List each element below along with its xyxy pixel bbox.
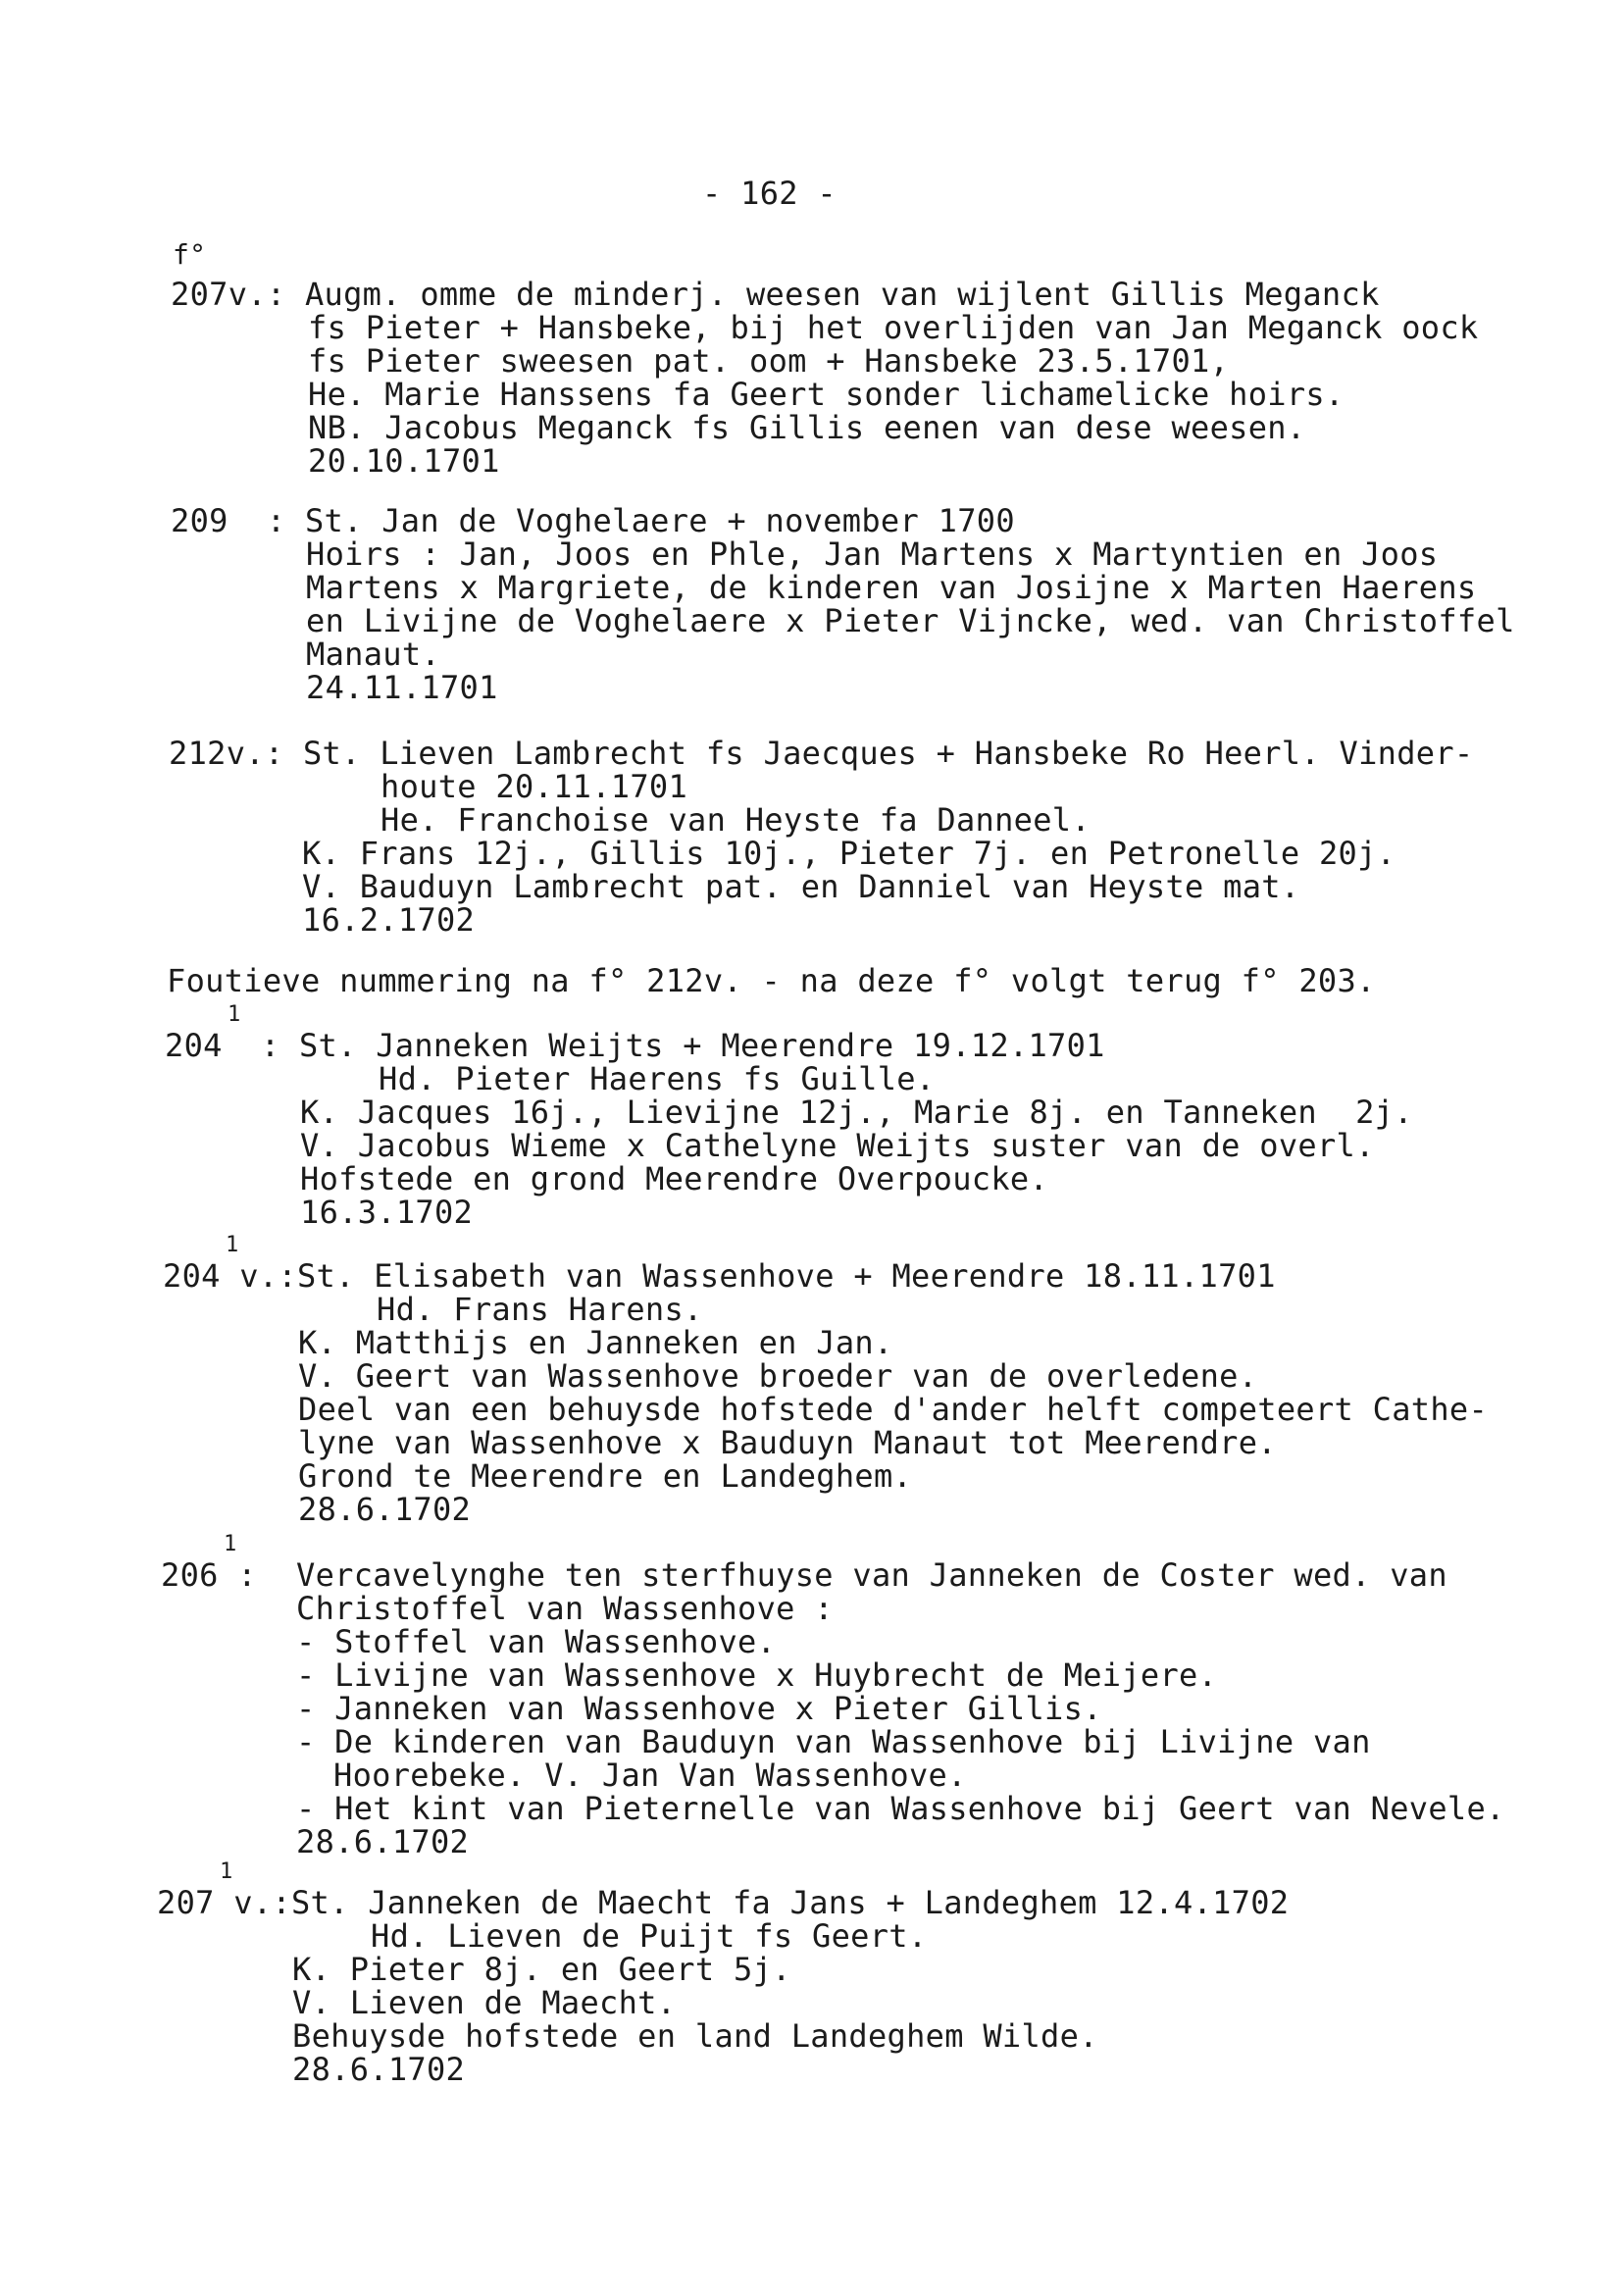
entry-line: 207 v.:St. Janneken de Maecht fa Jans + Landeghem 12.4.1702 [157, 1884, 1290, 1921]
list-item: - Janneken van Wassenhove x Pieter Gillis. [296, 1690, 1102, 1727]
folio-marker: f° [173, 238, 207, 271]
entry-line: Hoirs : Jan, Joos en Phle, Jan Martens x Martyntien en Joos [306, 535, 1439, 573]
entry-date: 16.2.1702 [302, 901, 476, 939]
superscript: 1 [228, 1002, 241, 1027]
entry-line: houte 20.11.1701 [381, 768, 688, 805]
superscript: 1 [226, 1233, 239, 1257]
entry-line: 207v.: Augm. omme de minderj. weesen van wijlent Gillis Meganck [171, 276, 1380, 313]
entry-line: 209 : St. Jan de Voghelaere + november 1700 [171, 502, 1015, 539]
entry-line: K. Jacques 16j., Lievijne 12j., Marie 8j. en Tanneken 2j. [300, 1094, 1413, 1131]
entry-line: Manaut. [306, 636, 440, 673]
entry-line: Behuysde hofstede en land Landeghem Wilde. [292, 2017, 1098, 2055]
superscript: 1 [224, 1532, 237, 1556]
entry-line: NB. Jacobus Meganck fs Gillis eenen van dese weesen. [308, 409, 1306, 446]
entry-label: 206 : [161, 1556, 257, 1594]
entry-line: Deel van een behuysde hofstede d'ander helft competeert Cathe- [298, 1391, 1489, 1428]
entry-line: 212v.: St. Lieven Lambrecht fs Jaecques + Hansbeke Ro Heerl. Vinder- [169, 735, 1474, 772]
list-item: - De kinderen van Bauduyn van Wassenhove bij Livijne van [296, 1723, 1371, 1760]
page-number: - 162 - [702, 175, 837, 212]
entry-line: V. Jacobus Wieme x Cathelyne Weijts suster van de overl. [300, 1127, 1375, 1164]
entry-line: V. Bauduyn Lambrecht pat. en Danniel van Heyste mat. [302, 868, 1300, 905]
entry-line: Hd. Frans Harens. [377, 1291, 703, 1328]
entry-line: V. Geert van Wassenhove broeder van de overledene. [298, 1357, 1258, 1395]
entry-line: Hofstede en grond Meerendre Overpoucke. [300, 1160, 1049, 1197]
entry-line: K. Frans 12j., Gillis 10j., Pieter 7j. en Petronelle 20j. [302, 835, 1396, 872]
entry-line: Martens x Margriete, de kinderen van Josijne x Marten Haerens [306, 569, 1477, 606]
list-item-continuation: Hoorebeke. V. Jan Van Wassenhove. [333, 1756, 967, 1794]
list-item: - Het kint van Pieternelle van Wassenhove bij Geert van Nevele. [296, 1790, 1505, 1827]
entry-line: K. Matthijs en Janneken en Jan. [298, 1324, 893, 1361]
entry-line: K. Pieter 8j. en Geert 5j. [292, 1951, 791, 1988]
list-item: - Livijne van Wassenhove x Huybrecht de Meijere. [296, 1656, 1218, 1694]
entry-line: Hd. Lieven de Puijt fs Geert. [371, 1917, 928, 1955]
entry-line: en Livijne de Voghelaere x Pieter Vijncke, wed. van Christoffel [306, 602, 1515, 639]
entry-line: fs Pieter sweesen pat. oom + Hansbeke 23.5.1701, [308, 342, 1230, 380]
numbering-note: Foutieve nummering na f° 212v. - na deze f° volgt terug f° 203. [167, 962, 1376, 999]
entry-line: lyne van Wassenhove x Bauduyn Manaut tot Meerendre. [298, 1424, 1277, 1461]
entry-line: Vercavelynghe ten sterfhuyse van Janneken de Coster wed. van [296, 1556, 1447, 1594]
entry-line: V. Lieven de Maecht. [292, 1984, 677, 2021]
entry-date: 16.3.1702 [300, 1194, 474, 1231]
entry-line: fs Pieter + Hansbeke, bij het overlijden van Jan Meganck oock [308, 309, 1479, 346]
list-item: - Stoffel van Wassenhove. [296, 1623, 777, 1660]
entry-line: 204 : St. Janneken Weijts + Meerendre 19.12.1701 [165, 1027, 1105, 1064]
entry-line: Grond te Meerendre en Landeghem. [298, 1457, 913, 1495]
entry-date: 28.6.1702 [298, 1491, 472, 1528]
entry-date: 24.11.1701 [306, 669, 498, 706]
entry-date: 28.6.1702 [296, 1823, 470, 1860]
entry-line: He. Franchoise van Heyste fa Danneel. [381, 801, 1091, 839]
entry-line: 204 v.:St. Elisabeth van Wassenhove + Meerendre 18.11.1701 [163, 1257, 1276, 1295]
entry-line: Christoffel van Wassenhove : [296, 1590, 834, 1627]
entry-line: Hd. Pieter Haerens fs Guille. [379, 1060, 936, 1097]
entry-date: 20.10.1701 [308, 442, 500, 480]
entry-line: He. Marie Hanssens fa Geert sonder lichamelicke hoirs. [308, 376, 1345, 413]
superscript: 1 [220, 1859, 233, 1884]
entry-date: 28.6.1702 [292, 2051, 466, 2088]
